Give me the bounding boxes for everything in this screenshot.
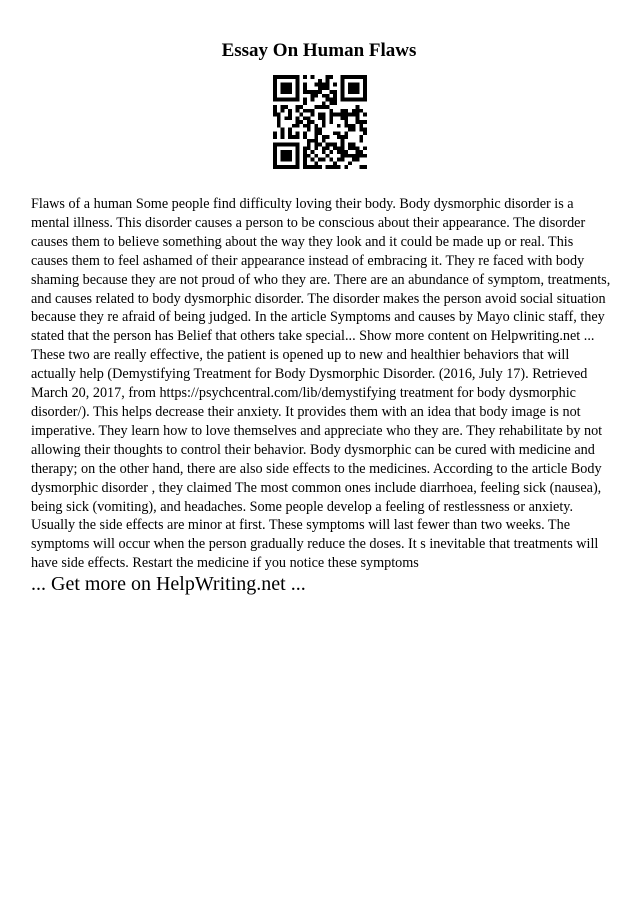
qr-code-icon — [273, 75, 367, 169]
get-more-link[interactable]: ... Get more on HelpWriting.net ... — [31, 573, 306, 595]
essay-paragraph-2: These two are really effective, the patient is opened up to new and healthier behaviors that will actually help (Demystifying Treatment for Body Dysmorphic Disorder. (2016, July 17). Retrieved March 20, 2017, from https://psychcentral.com/lib/demystifying treatment for body dysmorphic disorder/). This helps decrease their anxiety. It provides them with an idea that body image is not imperative. They learn how to love themselves and appreciate who they are. They rehabilitate by not allowing their thoughts to control their behavior. Body dysmorphic can be cured with medicine and therapy; on the other hand, there are also side effects to the medicines. According to the article Body dysmorphic disorder , they claimed The most common ones include diarrhoea, feeling sick (nausea), being sick (vomiting), and headaches. Some people develop a feeling of restlessness or anxiety. Usually the side effects are minor at first. These symptoms will last fewer than two weeks. The symptoms will occur when the person gradually reduce the doses. It s inevitable that treatments will have side effects. Restart the medicine if you notice these symptoms — [31, 347, 603, 572]
essay-body — [31, 195, 611, 573]
essay-paragraph-1: Flaws of a human Some people find difficulty loving their body. Body dysmorphic disorder is a mental illness. This disorder causes a person to be conscious about their appearance. The disorder causes them to believe something about the way they look and it could be made up or real. This causes them to feel ashamed of their appearance instead of embracing it. They re faced with body shaming because they are not proud of who they are. There are an abundance of symptom, treatments, and causes related to body dysmorphic disorder. The disorder makes the person avoid social situation because they re afraid of being judged. In the article Symptoms and causes by Mayo clinic staff, they stated that the person has Belief that others take special... Show more content on Helpwriting.net ... — [31, 196, 611, 345]
document-title: Essay On Human Flaws — [221, 40, 417, 61]
